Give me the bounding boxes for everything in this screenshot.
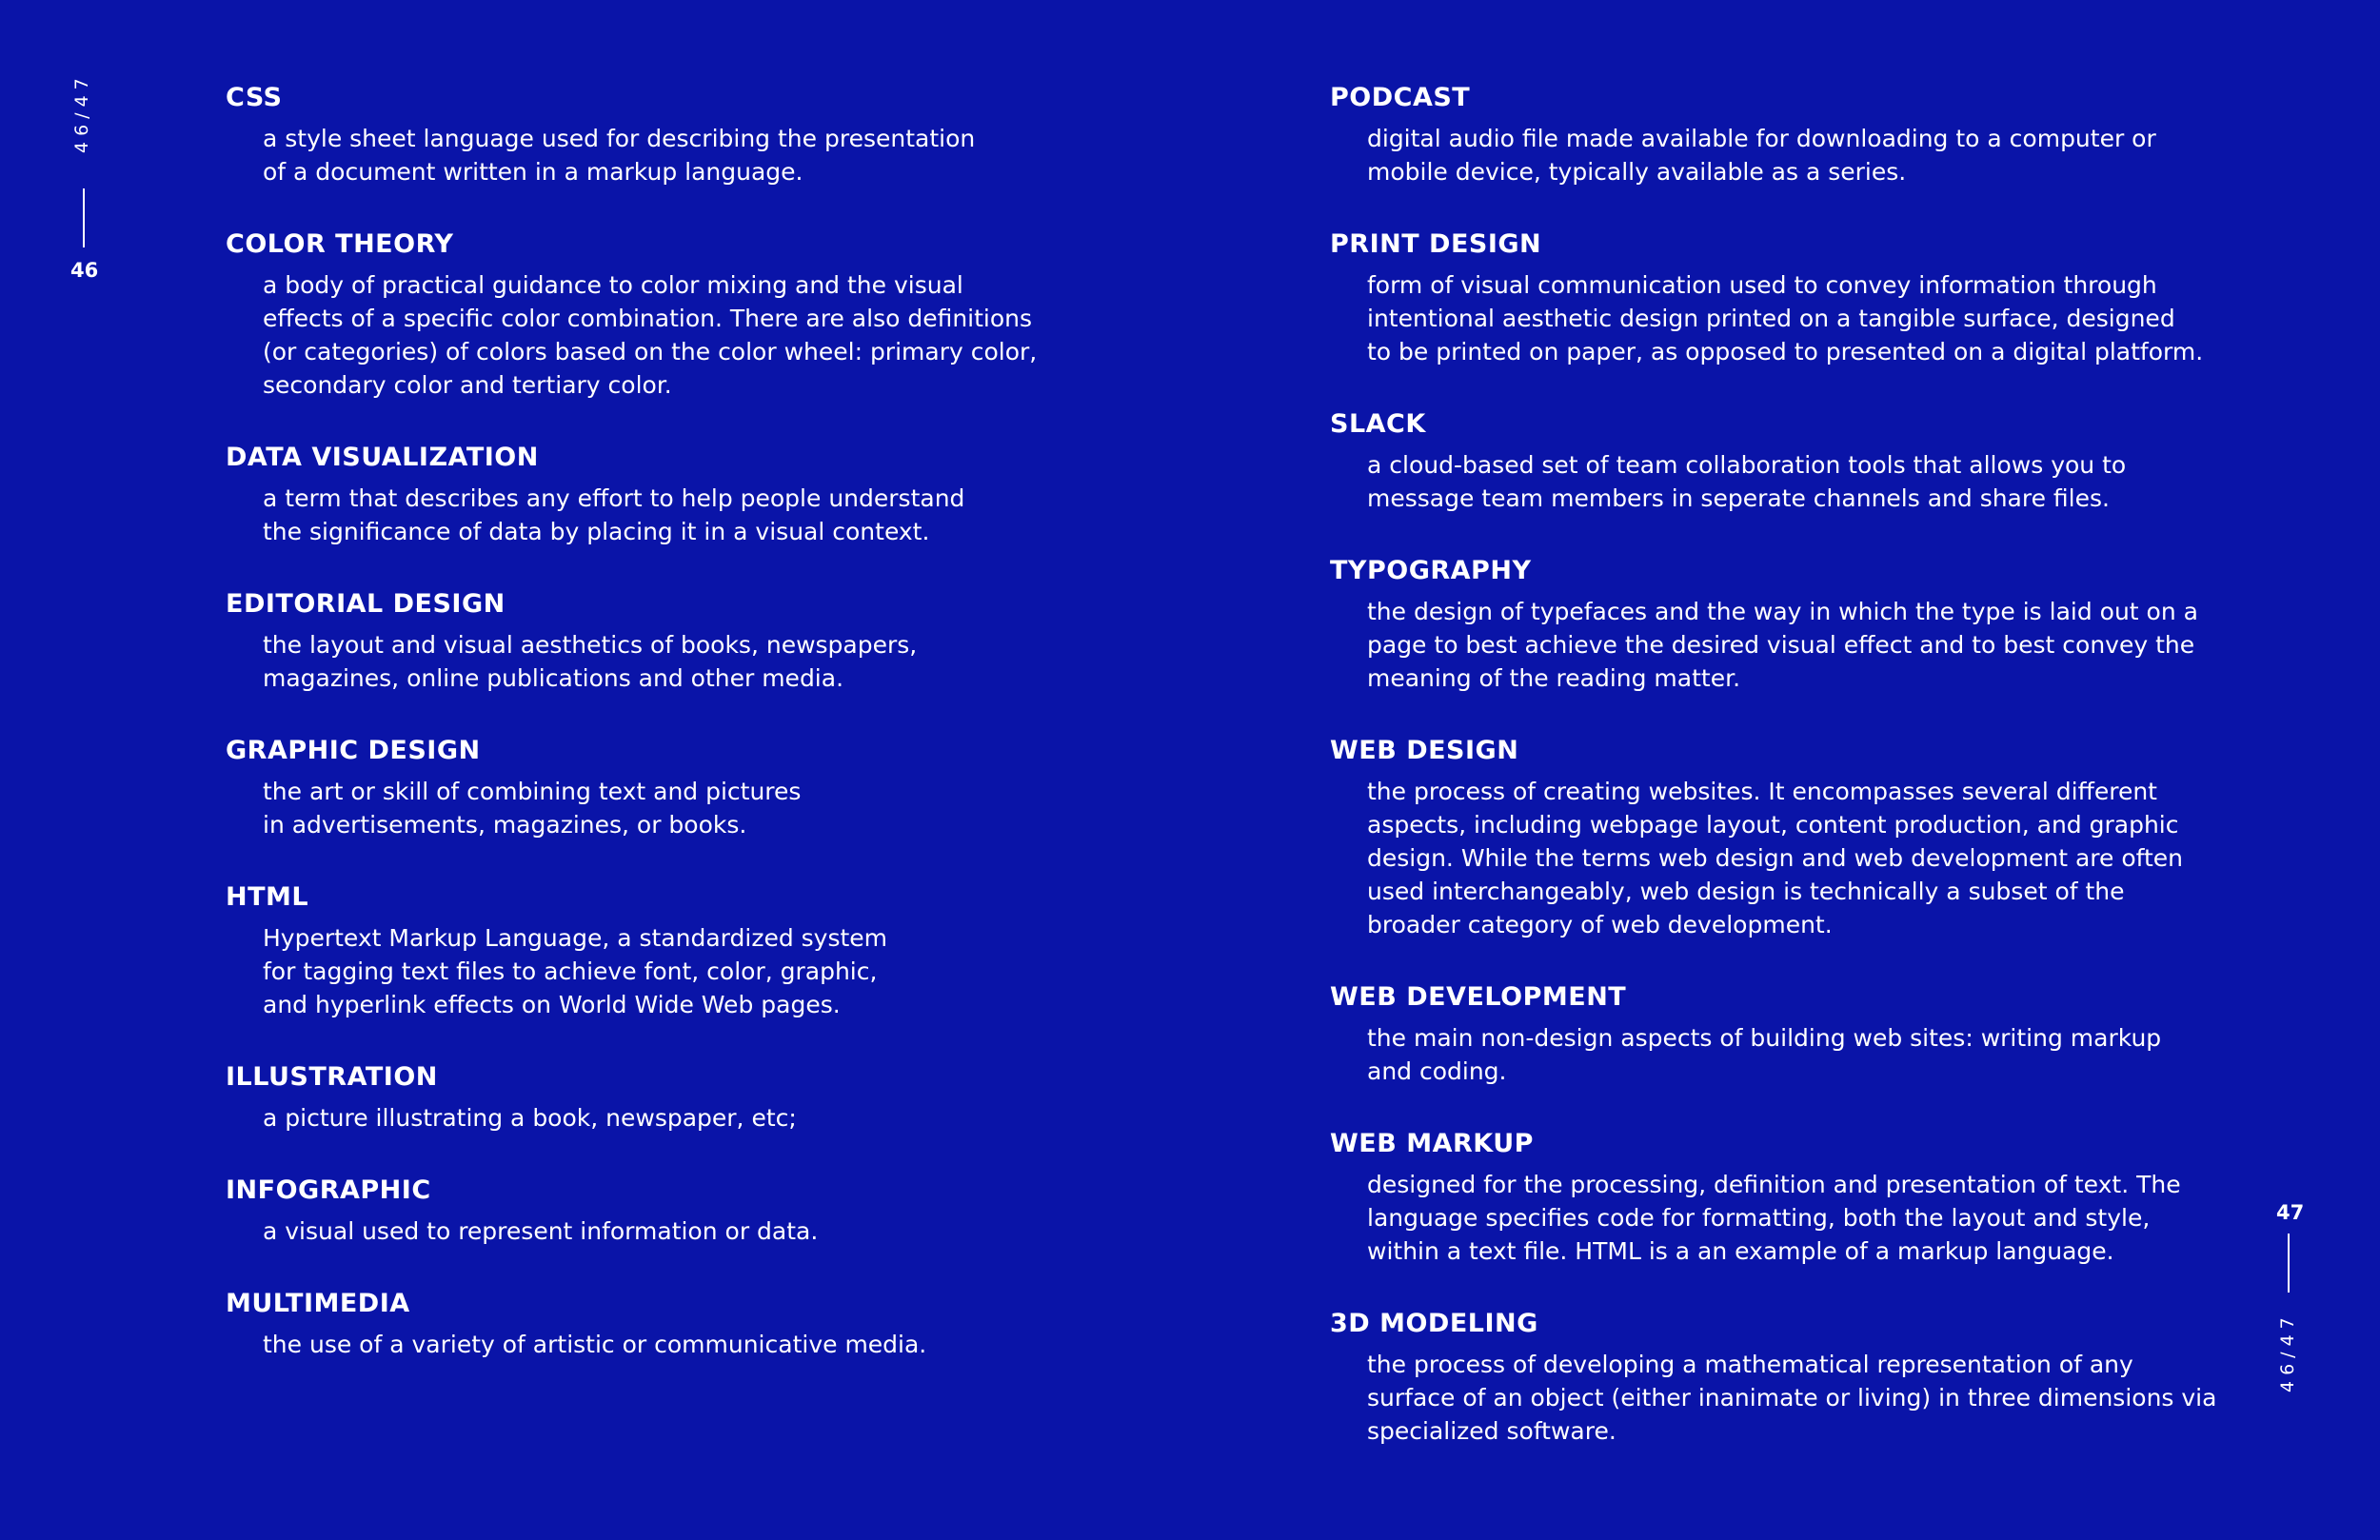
glossary-definition: the process of creating websites. It encompasses several different aspects, including webpage layout, content production, and graphic design. While the terms web design and web development are often used interchangeably, web design is technically a subset of the broader category of web development.: [1367, 778, 2184, 938]
glossary-definition: the art or skill of combining text and pictures in advertisements, magazines, or books.: [263, 778, 802, 839]
glossary-definition: designed for the processing, definition and presentation of text. The language specifies code for formatting, both the layout and style, within a text file. HTML is a an example of a markup language.: [1367, 1171, 2181, 1265]
glossary-definition: Hypertext Markup Language, a standardized system for tagging text files to achieve font, color, graphic, and hyperlink effects on World Wide Web pages.: [263, 924, 888, 1018]
left-page-range-label: 46/47: [71, 72, 92, 153]
glossary-entry: [1330, 555, 2282, 695]
glossary-entry: [226, 82, 1178, 188]
glossary-entry: [226, 442, 1178, 548]
glossary-term: DATA VISUALIZATION: [226, 443, 539, 472]
glossary-definition: digital audio file made available for downloading to a computer or mobile device, typically available as a series.: [1367, 125, 2156, 186]
right-page-divider: [2288, 1234, 2290, 1293]
glossary-term: MULTIMEDIA: [226, 1289, 410, 1318]
glossary-entry: [1330, 408, 2282, 515]
glossary-entry: [226, 1288, 1178, 1361]
glossary-definition: the design of typefaces and the way in which the type is laid out on a page to best achieve the desired visual effect and to best convey the meaning of the reading matter.: [1367, 598, 2198, 692]
right-page-number: 47: [2276, 1201, 2305, 1224]
glossary-term: TYPOGRAPHY: [1330, 556, 1532, 585]
glossary-term: SLACK: [1330, 409, 1426, 439]
glossary-definition: the layout and visual aesthetics of books, newspapers, magazines, online publications and other media.: [263, 631, 918, 692]
glossary-term: CSS: [226, 83, 283, 112]
glossary-entry: [226, 881, 1178, 1021]
glossary-entry: [1330, 228, 2282, 368]
glossary-definition: a visual used to represent information or data.: [263, 1217, 819, 1245]
glossary-term: INFOGRAPHIC: [226, 1175, 431, 1205]
glossary-definition: a body of practical guidance to color mixing and the visual effects of a specific color combination. There are also definitions (or categories) of colors based on the color wheel: primary color, secondary color and tertiary color.: [263, 271, 1038, 399]
glossary-term: ILLUSTRATION: [226, 1062, 438, 1092]
glossary-entry: [226, 588, 1178, 695]
glossary-term: WEB MARKUP: [1330, 1129, 1534, 1158]
glossary-term: COLOR THEORY: [226, 229, 454, 259]
glossary-definition: the process of developing a mathematical representation of any surface of an object (either inanimate or living) in three dimensions via specialized software.: [1367, 1351, 2217, 1445]
left-page-divider: [83, 188, 85, 247]
right-page-range-label: 46/47: [2277, 1312, 2298, 1392]
glossary-definition: a style sheet language used for describing the presentation of a document written in a markup language.: [263, 125, 976, 186]
glossary-entry: [1330, 981, 2282, 1088]
glossary-term: GRAPHIC DESIGN: [226, 736, 481, 765]
glossary-term: PRINT DESIGN: [1330, 229, 1542, 259]
glossary-entry: [226, 1175, 1178, 1248]
glossary-term: EDITORIAL DESIGN: [226, 589, 506, 619]
glossary-term: PODCAST: [1330, 83, 1471, 112]
glossary-term: WEB DESIGN: [1330, 736, 1519, 765]
glossary-definition: a picture illustrating a book, newspaper, etc;: [263, 1104, 797, 1132]
glossary-definition: a term that describes any effort to help people understand the significance of data by placing it in a visual context.: [263, 484, 965, 545]
glossary-term: 3D MODELING: [1330, 1309, 1538, 1338]
glossary-entry: [1330, 735, 2282, 941]
glossary-term: HTML: [226, 882, 309, 912]
left-glossary-column: [226, 82, 1178, 1361]
glossary-term: WEB DEVELOPMENT: [1330, 982, 1627, 1012]
glossary-entry: [1330, 1128, 2282, 1268]
glossary-definition: form of visual communication used to convey information through intentional aesthetic design printed on a tangible surface, designed to be printed on paper, as opposed to presented on a digital platform.: [1367, 271, 2204, 365]
left-page-number: 46: [70, 259, 99, 282]
glossary-definition: the main non-design aspects of building web sites: writing markup and coding.: [1367, 1024, 2162, 1085]
glossary-entry: [1330, 1308, 2282, 1448]
glossary-entry: [226, 735, 1178, 841]
glossary-definition: a cloud-based set of team collaboration tools that allows you to message team members in seperate channels and share files.: [1367, 451, 2127, 512]
glossary-entry: [1330, 82, 2282, 188]
glossary-entry: [226, 228, 1178, 402]
glossary-definition: the use of a variety of artistic or communicative media.: [263, 1331, 927, 1358]
right-glossary-column: [1330, 82, 2282, 1448]
glossary-entry: [226, 1061, 1178, 1135]
